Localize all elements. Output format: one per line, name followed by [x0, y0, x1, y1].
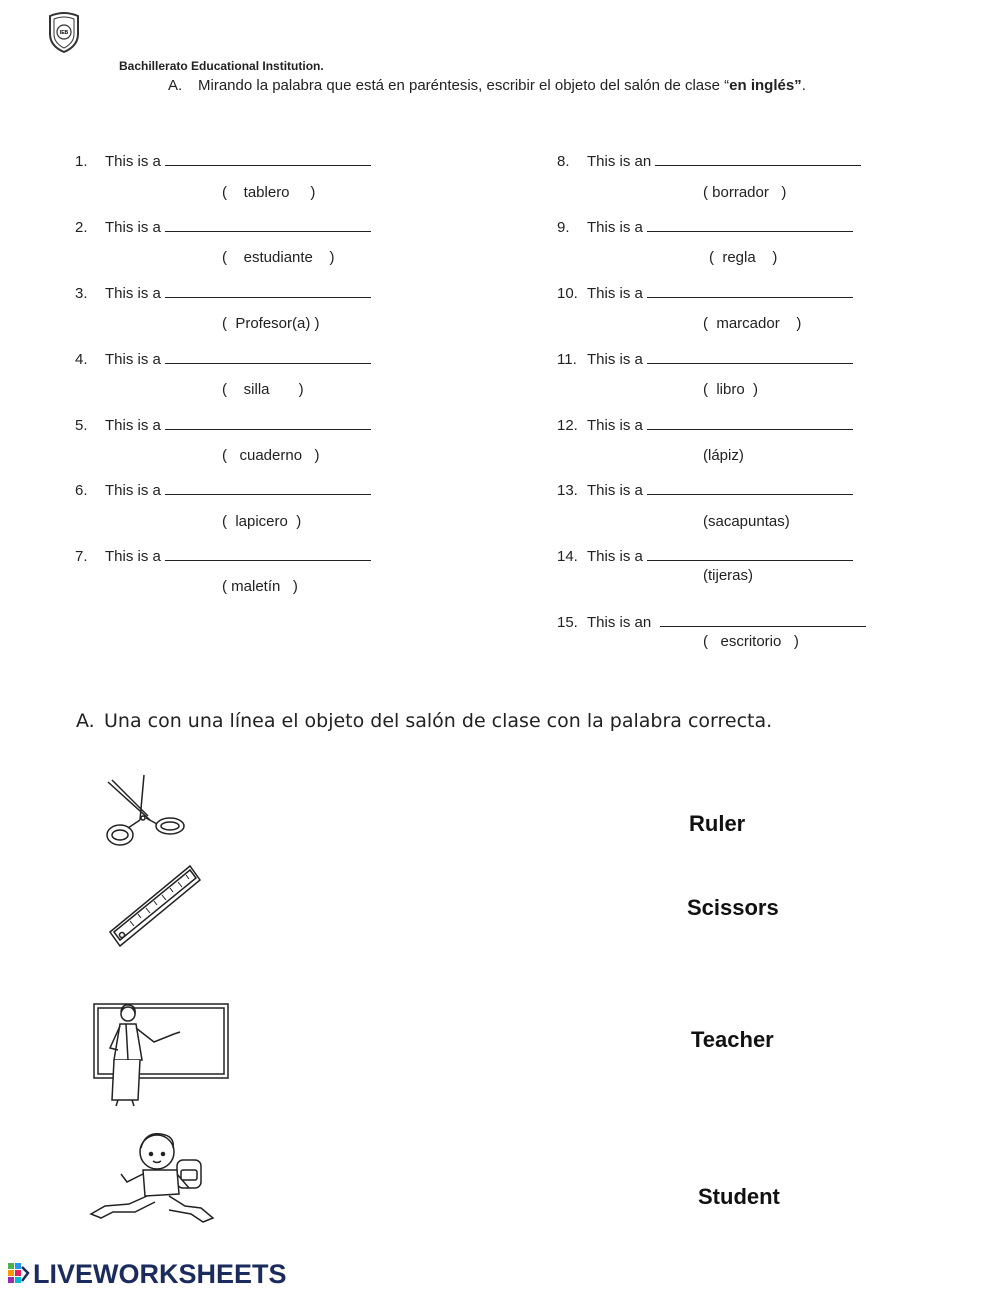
school-logo	[46, 12, 82, 54]
exercise-item-15: 15. This is an	[557, 612, 866, 631]
section-a-instruction: A. Mirando la palabra que está en paréntesis, escribir el objeto del salón de clase “en inglés”.	[168, 77, 806, 94]
exercise-item-4: 4. This is a	[75, 349, 371, 368]
match-word-student[interactable]: Student	[698, 1184, 780, 1209]
institution-name: Bachillerato Educational Institution.	[119, 59, 324, 73]
answer-blank[interactable]	[165, 349, 371, 364]
word-hint: (tijeras)	[703, 567, 754, 584]
word-hint: (lápiz)	[703, 447, 744, 464]
answer-blank[interactable]	[647, 283, 853, 298]
word-hint: ( escritorio )	[703, 633, 799, 650]
answer-blank[interactable]	[660, 612, 866, 627]
exercise-item-7: 7. This is a	[75, 546, 371, 565]
svg-text:IEB: IEB	[59, 30, 69, 36]
answer-blank[interactable]	[165, 480, 371, 495]
exercise-item-8: 8. This is an	[557, 151, 861, 170]
ruler-picture[interactable]	[104, 860, 204, 955]
match-word-scissors[interactable]: Scissors	[687, 895, 779, 920]
exercise-item-3: 3. This is a	[75, 283, 371, 302]
teacher-picture[interactable]	[92, 1000, 232, 1113]
answer-blank[interactable]	[165, 151, 371, 166]
match-word-ruler[interactable]: Ruler	[689, 811, 746, 836]
section-letter: A.	[168, 77, 183, 94]
liveworksheets-logo: LIVEWORKSHEETS	[8, 1259, 287, 1290]
answer-blank[interactable]	[165, 283, 371, 298]
exercise-item-10: 10. This is a	[557, 283, 853, 302]
answer-blank[interactable]	[647, 217, 853, 232]
liveworksheets-icon	[8, 1263, 30, 1287]
answer-blank[interactable]	[165, 546, 371, 561]
word-hint: ( tablero )	[222, 184, 316, 201]
exercise-item-2: 2. This is a	[75, 217, 371, 236]
answer-blank[interactable]	[655, 151, 861, 166]
word-hint: (sacapuntas)	[703, 513, 790, 530]
exercise-item-11: 11. This is a	[557, 349, 853, 368]
word-hint: ( regla )	[709, 249, 778, 266]
word-hint: ( cuaderno )	[222, 447, 320, 464]
answer-blank[interactable]	[647, 349, 853, 364]
scissors-picture[interactable]	[100, 772, 190, 857]
word-hint: ( lapicero )	[222, 513, 302, 530]
exercise-item-9: 9. This is a	[557, 217, 853, 236]
answer-blank[interactable]	[647, 480, 853, 495]
answer-blank[interactable]	[647, 546, 853, 561]
word-hint: ( maletín )	[222, 578, 298, 595]
exercise-item-13: 13. This is a	[557, 480, 853, 499]
word-hint: ( libro )	[703, 381, 759, 398]
exercise-item-12: 12. This is a	[557, 415, 853, 434]
word-hint: ( borrador )	[703, 184, 787, 201]
word-hint: ( marcador )	[703, 315, 802, 332]
matching-instruction: A. Una con una línea el objeto del salón de clase con la palabra correcta.	[76, 710, 773, 732]
student-picture[interactable]	[85, 1130, 220, 1235]
answer-blank[interactable]	[647, 415, 853, 430]
answer-blank[interactable]	[165, 415, 371, 430]
exercise-item-6: 6. This is a	[75, 480, 371, 499]
answer-blank[interactable]	[165, 217, 371, 232]
exercise-item-1: 1. This is a	[75, 151, 371, 170]
word-hint: ( silla )	[222, 381, 304, 398]
exercise-item-14: 14. This is a	[557, 546, 853, 565]
exercise-item-5: 5. This is a	[75, 415, 371, 434]
match-word-teacher[interactable]: Teacher	[691, 1027, 774, 1052]
word-hint: ( estudiante )	[222, 249, 335, 266]
word-hint: ( Profesor(a) )	[222, 315, 320, 332]
